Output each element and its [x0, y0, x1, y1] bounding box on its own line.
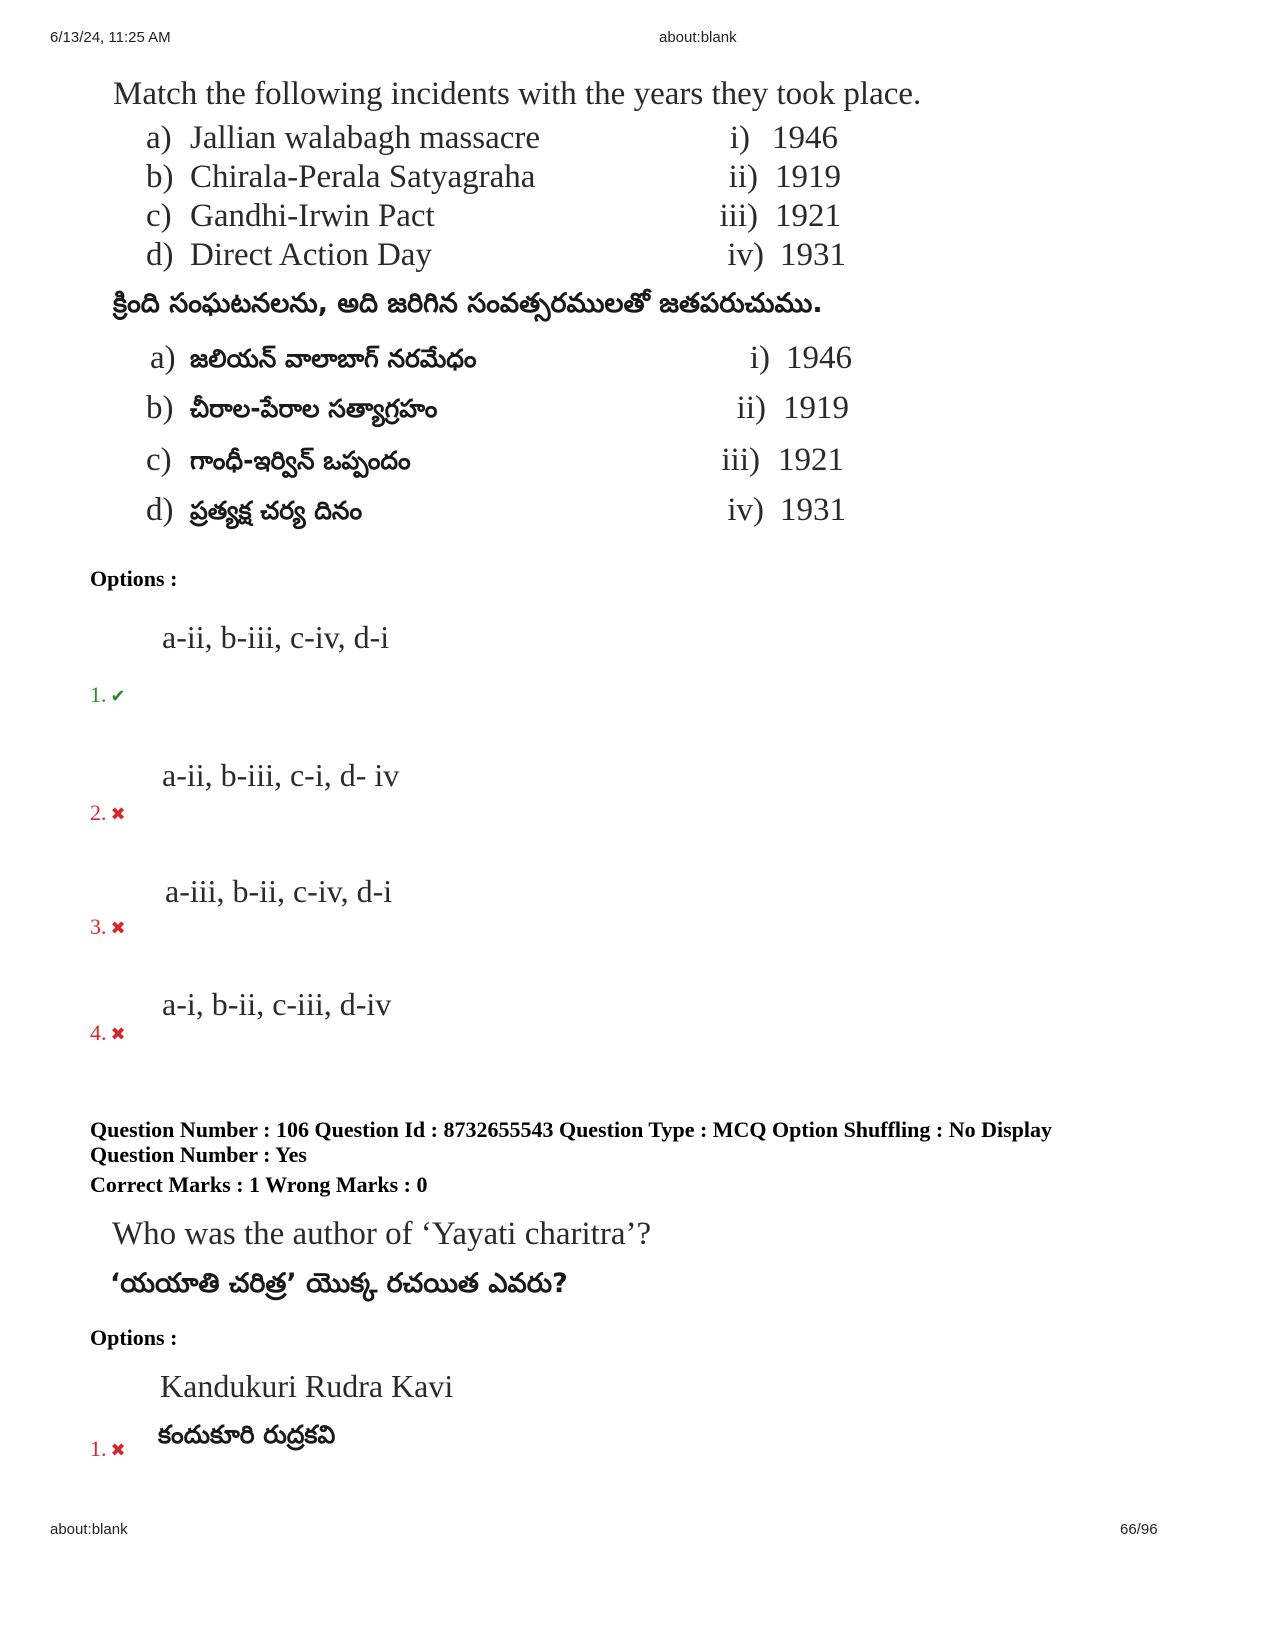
- option-text: a-iii, b-ii, c-iv, d-i: [165, 873, 393, 909]
- question-prompt-telugu: క్రింది సంఘటనలను, అది జరిగిన సంవత్సరములతో జతపరుచుము.: [113, 288, 823, 319]
- option-text-telugu: కందుకూరి రుద్రకవి: [158, 1420, 336, 1449]
- item-letter: b): [146, 159, 174, 195]
- item-year: 1919: [775, 159, 841, 195]
- options-label: Options :: [90, 566, 178, 591]
- option-3[interactable]: [90, 914, 126, 940]
- item-text: ప్రత్యక్ష చర్య దినం: [190, 496, 363, 525]
- option-number: 1.: [90, 682, 107, 707]
- item-year: 1946: [772, 120, 838, 156]
- item-text: గాంధీ-ఇర్విన్ ఒప్పందం: [190, 446, 411, 475]
- item-letter: d): [146, 492, 174, 528]
- print-url: about:blank: [659, 29, 737, 46]
- option-4[interactable]: [90, 1020, 126, 1046]
- item-text: Chirala-Perala Satyagraha: [190, 159, 536, 195]
- option-number: 4.: [90, 1020, 107, 1045]
- item-roman: ii): [736, 390, 766, 426]
- item-roman: i): [749, 340, 770, 376]
- item-text: జలియన్ వాలాబాగ్ నరమేధం: [190, 344, 477, 373]
- cross-icon: ✖: [110, 918, 126, 939]
- check-icon: ✔: [110, 686, 126, 707]
- options-label: Options :: [90, 1325, 178, 1350]
- item-letter: d): [146, 237, 174, 273]
- item-roman: iii): [721, 442, 760, 478]
- item-letter: b): [146, 390, 174, 426]
- question-meta-line1: Question Number : 106 Question Id : 8732655543 Question Type : MCQ Option Shuffling : No Display: [90, 1117, 1053, 1142]
- option-text-english: Kandukuri Rudra Kavi: [160, 1368, 454, 1404]
- item-roman: i): [729, 120, 750, 156]
- option-1[interactable]: [90, 682, 126, 708]
- cross-icon: ✖: [110, 1024, 126, 1045]
- item-letter: a): [146, 120, 172, 156]
- option-text: a-ii, b-iii, c-iv, d-i: [162, 619, 390, 655]
- question-meta-line2: Question Number : Yes: [90, 1142, 307, 1167]
- item-roman: ii): [728, 159, 758, 195]
- item-roman: iii): [719, 198, 758, 234]
- item-letter: a): [150, 340, 176, 376]
- option-text: a-i, b-ii, c-iii, d-iv: [162, 986, 392, 1022]
- footer-url: about:blank: [50, 1521, 128, 1538]
- option-text: a-ii, b-iii, c-i, d- iv: [162, 757, 400, 793]
- item-year: 1921: [775, 198, 841, 234]
- item-year: 1931: [780, 237, 846, 273]
- item-year: 1946: [786, 340, 852, 376]
- item-text: చీరాల-పేరాల సత్యాగ్రహం: [190, 394, 438, 423]
- item-letter: c): [146, 442, 172, 478]
- item-letter: c): [146, 198, 172, 234]
- item-text: Gandhi-Irwin Pact: [190, 198, 435, 234]
- item-text: Jallian walabagh massacre: [190, 120, 541, 156]
- option-number: 1.: [90, 1436, 107, 1461]
- print-datetime: 6/13/24, 11:25 AM: [50, 29, 171, 46]
- option-2[interactable]: [90, 800, 126, 826]
- item-roman: iv): [727, 492, 764, 528]
- question-prompt-english: Who was the author of ‘Yayati charitra’?: [112, 1216, 652, 1252]
- question-prompt-english: Match the following incidents with the years they took place.: [113, 76, 922, 112]
- item-year: 1931: [780, 492, 846, 528]
- item-text: Direct Action Day: [190, 237, 432, 273]
- option-number: 2.: [90, 800, 107, 825]
- question-marks: Correct Marks : 1 Wrong Marks : 0: [90, 1172, 428, 1197]
- question-prompt-telugu: ‘యయాతి చరిత్ర’ యొక్క రచయిత ఎవరు?: [110, 1268, 568, 1299]
- cross-icon: ✖: [110, 1440, 126, 1461]
- item-roman: iv): [727, 237, 764, 273]
- item-year: 1921: [778, 442, 844, 478]
- option-1[interactable]: [90, 1436, 126, 1462]
- cross-icon: ✖: [110, 804, 126, 825]
- item-year: 1919: [783, 390, 849, 426]
- option-number: 3.: [90, 914, 107, 939]
- page-number: 66/96: [1120, 1521, 1158, 1538]
